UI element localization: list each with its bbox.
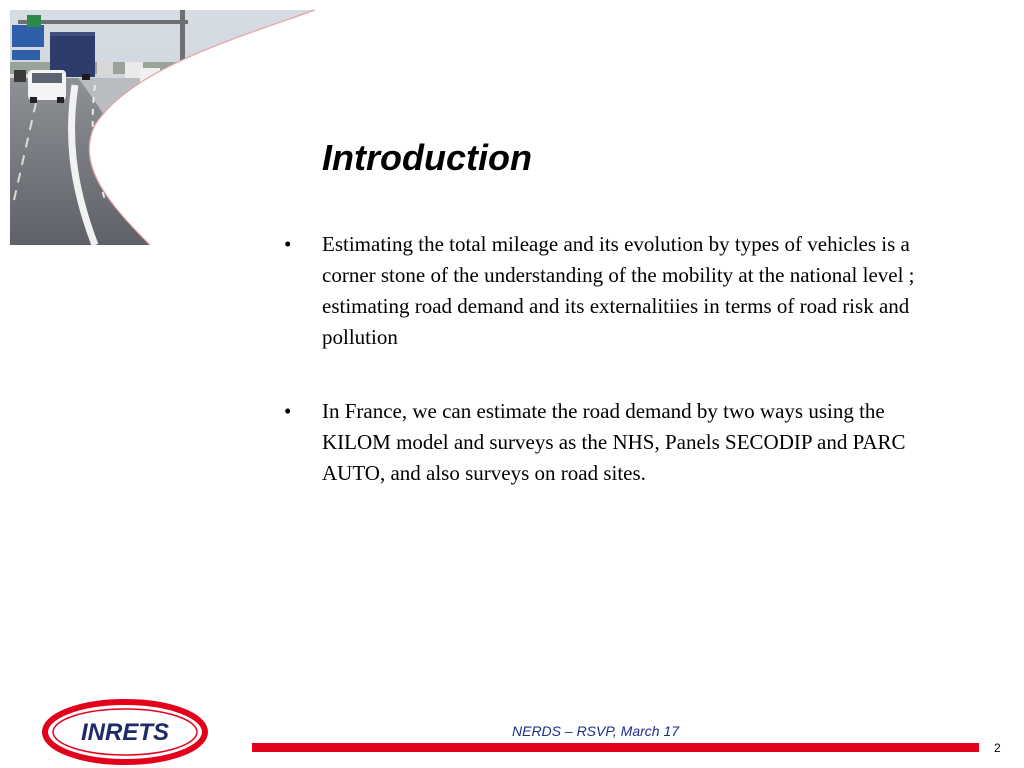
inrets-logo <box>40 697 210 767</box>
highway-photo <box>0 0 330 250</box>
list-item <box>284 396 944 489</box>
list-item <box>284 229 944 353</box>
logo-wordmark: INRETS <box>80 719 170 746</box>
slide-title: Introduction <box>322 137 532 178</box>
page-number: 2 <box>994 741 1001 755</box>
bullet-list <box>284 229 944 532</box>
bullet-text: In France, we can estimate the road demand by two ways using the KILOM model and surveys as the NHS, Panels SECODIP and PARC AUTO, and also surveys on road sites. <box>322 399 906 485</box>
footer-red-bar <box>252 743 979 752</box>
footer-caption: NERDS – RSVP, March 17 <box>512 723 680 739</box>
bullet-text: Estimating the total mileage and its evolution by types of vehicles is a corner stone of the understanding of the mobility at the national level ; estimating road demand and its externalitiies in terms of road risk and pollution <box>322 232 915 349</box>
bullet-icon: • <box>284 232 292 256</box>
bullet-icon: • <box>284 399 292 423</box>
